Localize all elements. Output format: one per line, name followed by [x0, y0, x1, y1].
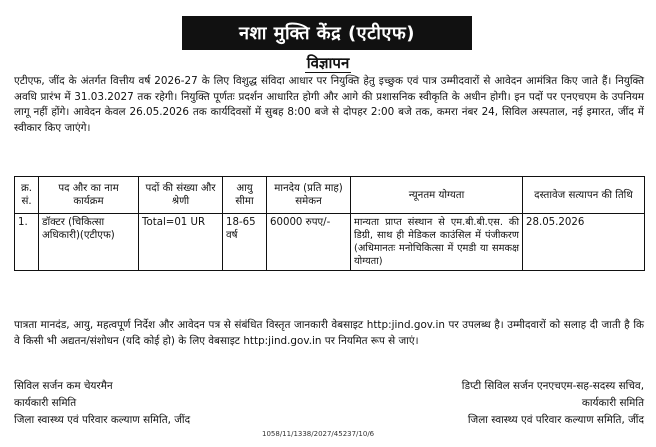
- signature-left-line-3: जिला स्वास्थ्य एवं परिवार कल्याण समिति, जींद: [14, 414, 191, 426]
- header-qualification: न्यूनतम योग्यता: [351, 177, 523, 214]
- table-row: [15, 214, 645, 271]
- cell-age: 18-65 वर्ष: [223, 214, 267, 271]
- table-header-row: [15, 177, 645, 214]
- header-post: पद और का नाम कार्यक्रम: [39, 177, 139, 214]
- signature-block-left: [14, 378, 190, 429]
- signature-right-line-2: कार्यकारी समिति: [581, 397, 644, 409]
- header-salary: मानदेय (प्रति माह) समेकन: [267, 177, 351, 214]
- cell-qualification: मान्यता प्राप्त संस्थान से एम.बी.बी.एस. की डिग्री, साथ ही मेडिकल काउंसिल में पंजीकरण (अधिमानतः मनोचिकित्सा में एमडी या समकक्ष योग्यता): [351, 214, 523, 271]
- cell-date: 28.05.2026: [523, 214, 645, 271]
- header-count: पदों की संख्या और श्रेणी: [139, 177, 223, 214]
- vacancy-table: [14, 176, 645, 271]
- signature-right-line-3: जिला स्वास्थ्य एवं परिवार कल्याण समिति, जींद: [467, 414, 644, 426]
- advertisement-heading: [0, 53, 656, 73]
- signature-block-right: [462, 378, 644, 429]
- signature-left-line-2: कार्यकारी समिति: [14, 397, 77, 409]
- reference-code: 1058/11/1338/2027/45237/10/6: [262, 430, 375, 438]
- header-sno: क्र. सं.: [15, 177, 39, 214]
- signature-right-line-1: डिप्टी सिविल सर्जन एनएचएम-सह-सदस्य सचिव,: [461, 380, 644, 392]
- notice-title: नशा मुक्ति केंद्र (एटीएफ): [182, 16, 472, 50]
- header-date: दस्तावेज सत्यापन की तिथि: [523, 177, 645, 214]
- cell-post: डॉक्टर (चिकित्सा अधिकारी)(एटीएफ): [39, 214, 139, 271]
- cell-salary: 60000 रुपए/-: [267, 214, 351, 271]
- footer-paragraph: पात्रता मानदंड, आयु, महत्वपूर्ण निर्देश और आवेदन पत्र से संबंधित विस्तृत जानकारी वेबसाइट http:jind.gov.in पर उपलब्ध है। उम्मीदवारों को सलाह दी जाती है कि वे किसी भी अद्यतन/संशोधन (यदि कोई हो) के लिए वेबसाइट http:jind.gov.in पर नियमित रूप से जाएं।: [14, 319, 644, 347]
- advertisement-heading-text: विज्ञापन: [306, 54, 350, 72]
- cell-sno: 1.: [15, 214, 39, 271]
- header-age: आयु सीमा: [223, 177, 267, 214]
- intro-paragraph: एटीएफ, जींद के अंतर्गत वित्तीय वर्ष 2026-27 के लिए विशुद्ध संविदा आधार पर नियुक्ति हेतु इच्छुक एवं पात्र उम्मीदवारों से आवेदन आमंत्रित किए जाते हैं। नियुक्ति अवधि प्रारंभ में 31.03.2027 तक रहेगी। नियुक्ति पूर्णतः प्रदर्शन आधारित होगी और आगे की प्रशासनिक स्वीकृति के अधीन होगी। इन पदों पर एनएचएम के उपनियम लागू नहीं होंगे। आवेदन केवल 26.05.2026 तक कार्यदिवसों में सुबह 8:00 बजे से दोपहर 2:00 बजे तक, कमरा नंबर 24, सिविल अस्पताल, नई इमारत, जींद में स्वीकार किए जाएंगे।: [14, 75, 644, 134]
- cell-count: Total=01 UR: [139, 214, 223, 271]
- signature-left-line-1: सिविल सर्जन कम चेयरमैन: [14, 380, 113, 392]
